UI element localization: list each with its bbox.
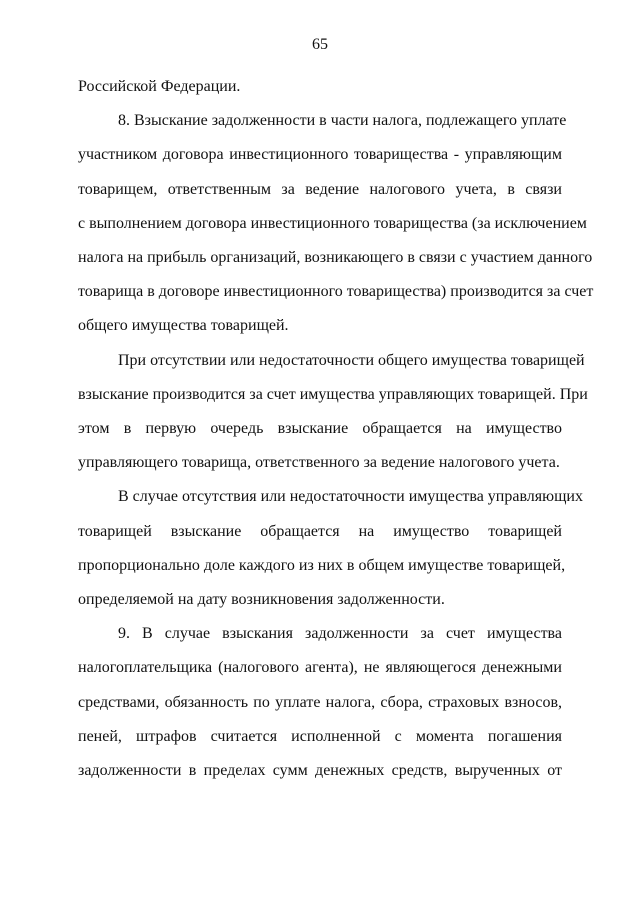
text-line: этом в первую очередь взыскание обращается на имущество [78, 420, 562, 438]
text-line: общего имущества товарищей. [78, 317, 289, 335]
text-line: В случае отсутствия или недостаточности имущества управляющих [118, 488, 583, 506]
paragraph-item-9 [78, 617, 562, 788]
text-line: задолженности в пределах сумм денежных средств, вырученных от [78, 762, 562, 780]
page-number: 65 [312, 36, 328, 53]
paragraph-item-8 [78, 104, 594, 343]
text-line: налога на прибыль организаций, возникающего в связи с участием данного [78, 249, 593, 267]
text-line: товарищей взыскание обращается на имущество товарищей [78, 522, 562, 540]
text-line: При отсутствии или недостаточности общего имущества товарищей [118, 351, 585, 369]
text-line: средствами, обязанность по уплате налога, сбора, страховых взносов, [78, 693, 562, 711]
text-line: налогоплательщика (налогового агента), не являющегося денежными [78, 659, 562, 677]
paragraph-proportional [78, 480, 583, 617]
text-line: пропорционально доле каждого из них в общем имуществе товарищей, [78, 556, 566, 574]
text-line: управляющего товарища, ответственного за ведение налогового учета. [78, 454, 560, 472]
text-line: товарища в договоре инвестиционного товарищества) производится за счет [78, 283, 594, 301]
text-line: 8. Взыскание задолженности в части налога, подлежащего уплате [118, 112, 567, 130]
text-line: взыскание производится за счет имущества управляющих товарищей. При [78, 385, 588, 403]
paragraph-shortage [78, 344, 588, 481]
document-body [78, 70, 594, 788]
text-line: пеней, штрафов считается исполненной с момента погашения [78, 727, 562, 745]
text-line: участником договора инвестиционного товарищества - управляющим [78, 146, 562, 164]
text-line: с выполнением договора инвестиционного товарищества (за исключением [78, 214, 587, 232]
text-line: 9. В случае взыскания задолженности за счет имущества [118, 625, 562, 643]
text-line: Российской Федерации. [78, 78, 241, 95]
text-line: определяемой на дату возникновения задолженности. [78, 591, 445, 609]
paragraph-continuation [78, 70, 562, 104]
text-line: товарищем, ответственным за ведение налогового учета, в связи [78, 180, 562, 198]
